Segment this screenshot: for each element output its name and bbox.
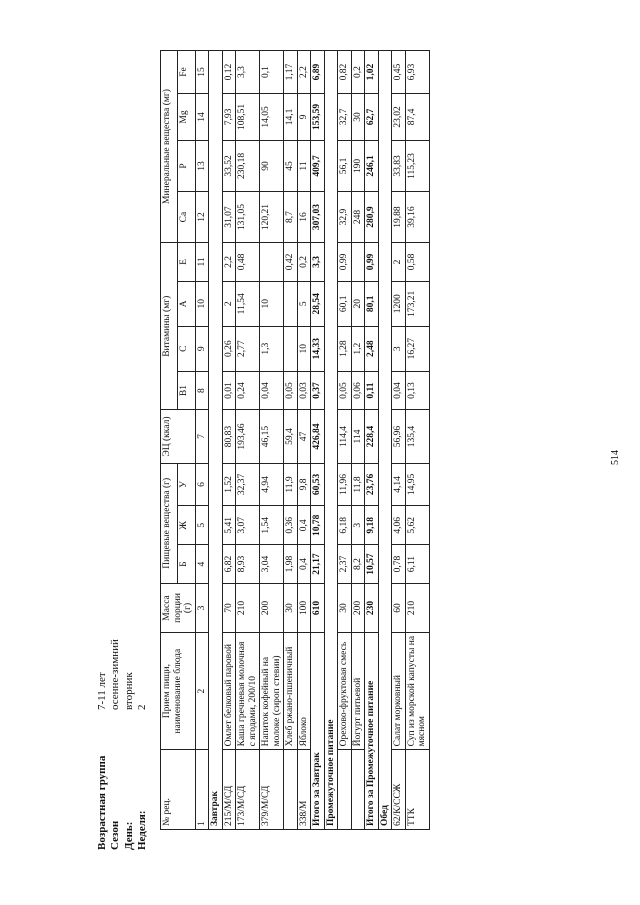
value-cell: 11,54 xyxy=(236,281,260,326)
age-value: 7-11 лет xyxy=(96,672,108,710)
value-cell: 6,18 xyxy=(338,506,352,545)
column-number: 4 xyxy=(195,545,209,584)
table-row xyxy=(405,51,429,830)
table-row xyxy=(222,51,236,830)
dish-name: Хлеб ржано-пшеничный xyxy=(284,632,298,749)
section-snack xyxy=(324,51,338,830)
table-row xyxy=(351,51,365,830)
value-cell: 56,96 xyxy=(392,410,406,463)
value-cell: 210 xyxy=(405,583,429,632)
column-number: 13 xyxy=(195,140,209,191)
value-cell: 11,9 xyxy=(284,463,298,506)
value-cell: 11,8 xyxy=(351,463,365,506)
total-value: 426,84 xyxy=(311,410,325,463)
total-value: 409,7 xyxy=(311,140,325,191)
header-nutrients: Пищевые вещества (г) xyxy=(161,463,178,583)
value-cell: 90 xyxy=(260,140,284,191)
value-cell: 11 xyxy=(297,140,311,191)
total-label: Итого за Завтрак xyxy=(311,632,325,829)
value-cell: 32,37 xyxy=(236,463,260,506)
table-row xyxy=(392,51,406,830)
value-cell: 31,07 xyxy=(222,192,236,243)
value-cell: 16 xyxy=(297,192,311,243)
table-row xyxy=(260,51,284,830)
week-value: 2 xyxy=(136,704,149,710)
table-row xyxy=(338,51,352,830)
column-number: 1 xyxy=(195,750,209,830)
section-title: Завтрак xyxy=(209,51,223,830)
value-cell: 8,93 xyxy=(236,545,260,584)
recipe-number: 379/М/СД xyxy=(260,750,284,830)
value-cell: 14,1 xyxy=(284,94,298,141)
total-value: 10,57 xyxy=(365,545,379,584)
value-cell: 120,21 xyxy=(260,192,284,243)
header-minerals: Минеральные вещества (мг) xyxy=(161,51,178,243)
value-cell: 23,02 xyxy=(392,94,406,141)
section-breakfast xyxy=(209,51,223,830)
total-value: 610 xyxy=(311,583,325,632)
value-cell: 7,93 xyxy=(222,94,236,141)
value-cell: 3,07 xyxy=(236,506,260,545)
column-number: 11 xyxy=(195,243,209,282)
value-cell: 108,51 xyxy=(236,94,260,141)
value-cell xyxy=(260,243,284,282)
dish-name: Напиток кофейный на молоке (сироп стевии) xyxy=(260,632,284,749)
header-mass: Масса порции (г) xyxy=(161,583,196,632)
value-cell: 2,77 xyxy=(236,326,260,371)
value-cell: 4,94 xyxy=(260,463,284,506)
day-label: День: xyxy=(122,821,135,850)
column-number: 10 xyxy=(195,281,209,326)
total-value: 280,9 xyxy=(365,192,379,243)
value-cell: 115,23 xyxy=(405,140,429,191)
value-cell: 0,82 xyxy=(338,51,352,94)
value-cell: 0,45 xyxy=(392,51,406,94)
value-cell: 32,7 xyxy=(338,94,352,141)
value-cell: 33,83 xyxy=(392,140,406,191)
value-cell: 0,01 xyxy=(222,371,236,410)
value-cell: 5 xyxy=(297,281,311,326)
total-value: 0,37 xyxy=(311,371,325,410)
value-cell: 6,11 xyxy=(405,545,429,584)
column-number-row xyxy=(195,51,209,830)
dish-name: Салат морковный xyxy=(392,632,406,749)
value-cell: 1,2 xyxy=(351,326,365,371)
dish-name: Орехово-фруктовая смесь xyxy=(338,632,352,749)
value-cell: 1,28 xyxy=(338,326,352,371)
recipe-number xyxy=(338,750,352,830)
total-value: 6,89 xyxy=(311,51,325,94)
value-cell: 3 xyxy=(351,506,365,545)
dish-name: Омлет белковый паровой xyxy=(222,632,236,749)
header-row-1 xyxy=(161,51,178,830)
value-cell: 3,3 xyxy=(236,51,260,94)
value-cell: 1,98 xyxy=(284,545,298,584)
season-label: Сезон xyxy=(109,820,122,850)
total-value: 246,1 xyxy=(365,140,379,191)
section-title: Обед xyxy=(378,51,392,830)
season-value: осенне-зимний xyxy=(109,639,122,710)
column-number: 15 xyxy=(195,51,209,94)
value-cell: 0,78 xyxy=(392,545,406,584)
value-cell: 87,4 xyxy=(405,94,429,141)
value-cell: 5,41 xyxy=(222,506,236,545)
value-cell: 200 xyxy=(260,583,284,632)
value-cell: 56,1 xyxy=(338,140,352,191)
value-cell: 2 xyxy=(392,243,406,282)
total-row xyxy=(311,51,325,830)
table-row xyxy=(297,51,311,830)
page-number: 514 xyxy=(610,450,621,465)
value-cell: 135,4 xyxy=(405,410,429,463)
value-cell xyxy=(284,281,298,326)
total-value: 14,33 xyxy=(311,326,325,371)
sub-header: P xyxy=(178,140,195,191)
sub-header: У xyxy=(178,463,195,506)
value-cell: 32,9 xyxy=(338,192,352,243)
value-cell: 6,82 xyxy=(222,545,236,584)
value-cell: 3,04 xyxy=(260,545,284,584)
header-energy: ЭЦ (ккал) xyxy=(161,410,196,463)
column-number: 14 xyxy=(195,94,209,141)
sub-header: E xyxy=(178,243,195,282)
value-cell: 16,27 xyxy=(405,326,429,371)
value-cell: 14,05 xyxy=(260,94,284,141)
header-meal: Прием пищи, наименование блюда xyxy=(161,632,196,749)
value-cell: 1,3 xyxy=(260,326,284,371)
value-cell: 10 xyxy=(297,326,311,371)
value-cell: 0,4 xyxy=(297,545,311,584)
value-cell: 14,95 xyxy=(405,463,429,506)
week-label: Неделя: xyxy=(136,810,149,850)
dish-name: Каша гречневая молочная с ягодами, 200/10 xyxy=(236,632,260,749)
value-cell: 0,36 xyxy=(284,506,298,545)
value-cell: 173,21 xyxy=(405,281,429,326)
table-row xyxy=(284,51,298,830)
value-cell: 19,88 xyxy=(392,192,406,243)
total-value: 60,53 xyxy=(311,463,325,506)
info-block xyxy=(96,639,150,850)
value-cell: 0,99 xyxy=(338,243,352,282)
value-cell: 9,8 xyxy=(297,463,311,506)
value-cell: 210 xyxy=(236,583,260,632)
sub-header: Ca xyxy=(178,192,195,243)
recipe-number xyxy=(351,750,365,830)
total-value: 2,48 xyxy=(365,326,379,371)
value-cell: 1,52 xyxy=(222,463,236,506)
value-cell: 39,16 xyxy=(405,192,429,243)
sub-header: C xyxy=(178,326,195,371)
value-cell: 0,24 xyxy=(236,371,260,410)
value-cell: 0,48 xyxy=(236,243,260,282)
value-cell: 3 xyxy=(392,326,406,371)
total-value: 9,18 xyxy=(365,506,379,545)
total-value: 80,1 xyxy=(365,281,379,326)
value-cell: 4,06 xyxy=(392,506,406,545)
value-cell: 6,93 xyxy=(405,51,429,94)
total-value: 62,7 xyxy=(365,94,379,141)
value-cell: 0,06 xyxy=(351,371,365,410)
total-value: 28,54 xyxy=(311,281,325,326)
value-cell: 200 xyxy=(351,583,365,632)
value-cell: 0,1 xyxy=(260,51,284,94)
total-value: 307,03 xyxy=(311,192,325,243)
value-cell: 248 xyxy=(351,192,365,243)
value-cell: 131,05 xyxy=(236,192,260,243)
value-cell xyxy=(284,326,298,371)
total-value: 230 xyxy=(365,583,379,632)
total-label: Итого за Промежуточное питание xyxy=(365,632,379,829)
value-cell: 193,46 xyxy=(236,410,260,463)
value-cell: 45 xyxy=(284,140,298,191)
total-value: 153,59 xyxy=(311,94,325,141)
value-cell: 114,4 xyxy=(338,410,352,463)
header-vitamins: Витамины (мг) xyxy=(161,243,178,410)
value-cell: 59,4 xyxy=(284,410,298,463)
dish-name: Йогурт питьевой xyxy=(351,632,365,749)
total-value: 1,02 xyxy=(365,51,379,94)
column-number: 2 xyxy=(195,632,209,749)
value-cell: 0,04 xyxy=(392,371,406,410)
value-cell: 30 xyxy=(338,583,352,632)
recipe-number: 215/М/СД xyxy=(222,750,236,830)
value-cell: 9 xyxy=(297,94,311,141)
value-cell: 30 xyxy=(351,94,365,141)
sub-header: B1 xyxy=(178,371,195,410)
header-recipe: № рец. xyxy=(161,750,196,830)
recipe-number: ТТК xyxy=(405,750,429,830)
value-cell xyxy=(351,243,365,282)
value-cell: 46,15 xyxy=(260,410,284,463)
value-cell: 20 xyxy=(351,281,365,326)
total-value: 23,76 xyxy=(365,463,379,506)
value-cell: 0,13 xyxy=(405,371,429,410)
value-cell: 30 xyxy=(284,583,298,632)
value-cell: 114 xyxy=(351,410,365,463)
value-cell: 0,58 xyxy=(405,243,429,282)
value-cell: 2,2 xyxy=(297,51,311,94)
dish-name: Суп из морской капусты на мясном xyxy=(405,632,429,749)
section-lunch xyxy=(378,51,392,830)
value-cell: 0,05 xyxy=(284,371,298,410)
value-cell: 80,83 xyxy=(222,410,236,463)
value-cell: 8,2 xyxy=(351,545,365,584)
value-cell: 0,2 xyxy=(351,51,365,94)
total-row xyxy=(365,51,379,830)
sub-header: Б xyxy=(178,545,195,584)
total-value: 0,11 xyxy=(365,371,379,410)
value-cell: 100 xyxy=(297,583,311,632)
column-number: 9 xyxy=(195,326,209,371)
recipe-number: 338/М xyxy=(297,750,311,830)
total-value: 10,78 xyxy=(311,506,325,545)
column-number: 7 xyxy=(195,410,209,463)
value-cell: 8,7 xyxy=(284,192,298,243)
sub-header: Mg xyxy=(178,94,195,141)
value-cell: 0,4 xyxy=(297,506,311,545)
column-number: 12 xyxy=(195,192,209,243)
column-number: 3 xyxy=(195,583,209,632)
section-title: Промежуточное питание xyxy=(324,51,338,830)
value-cell: 0,12 xyxy=(222,51,236,94)
value-cell: 190 xyxy=(351,140,365,191)
value-cell: 33,52 xyxy=(222,140,236,191)
sub-header: A xyxy=(178,281,195,326)
value-cell: 0,04 xyxy=(260,371,284,410)
age-label: Возрастная группа xyxy=(96,755,108,850)
sub-header: Ж xyxy=(178,506,195,545)
day-value: вторник xyxy=(122,672,135,710)
value-cell: 2,2 xyxy=(222,243,236,282)
value-cell: 70 xyxy=(222,583,236,632)
value-cell: 0,2 xyxy=(297,243,311,282)
value-cell: 230,18 xyxy=(236,140,260,191)
column-number: 6 xyxy=(195,463,209,506)
value-cell: 0,03 xyxy=(297,371,311,410)
value-cell: 1,17 xyxy=(284,51,298,94)
value-cell: 0,42 xyxy=(284,243,298,282)
value-cell: 0,26 xyxy=(222,326,236,371)
total-value: 0,99 xyxy=(365,243,379,282)
total-value: 21,17 xyxy=(311,545,325,584)
column-number: 8 xyxy=(195,371,209,410)
nutrition-table xyxy=(160,50,430,830)
value-cell: 60,1 xyxy=(338,281,352,326)
recipe-number: 62/К/ССЖ xyxy=(392,750,406,830)
total-value: 228,4 xyxy=(365,410,379,463)
column-number: 5 xyxy=(195,506,209,545)
value-cell: 5,62 xyxy=(405,506,429,545)
value-cell: 1,54 xyxy=(260,506,284,545)
value-cell: 2 xyxy=(222,281,236,326)
value-cell: 47 xyxy=(297,410,311,463)
recipe-number xyxy=(284,750,298,830)
total-value: 3,3 xyxy=(311,243,325,282)
table-row xyxy=(236,51,260,830)
value-cell: 60 xyxy=(392,583,406,632)
recipe-number: 173/М/СД xyxy=(236,750,260,830)
sub-header: Fe xyxy=(178,51,195,94)
dish-name: Яблоко xyxy=(297,632,311,749)
value-cell: 10 xyxy=(260,281,284,326)
value-cell: 0,05 xyxy=(338,371,352,410)
value-cell: 11,96 xyxy=(338,463,352,506)
value-cell: 4,14 xyxy=(392,463,406,506)
value-cell: 1200 xyxy=(392,281,406,326)
value-cell: 2,37 xyxy=(338,545,352,584)
